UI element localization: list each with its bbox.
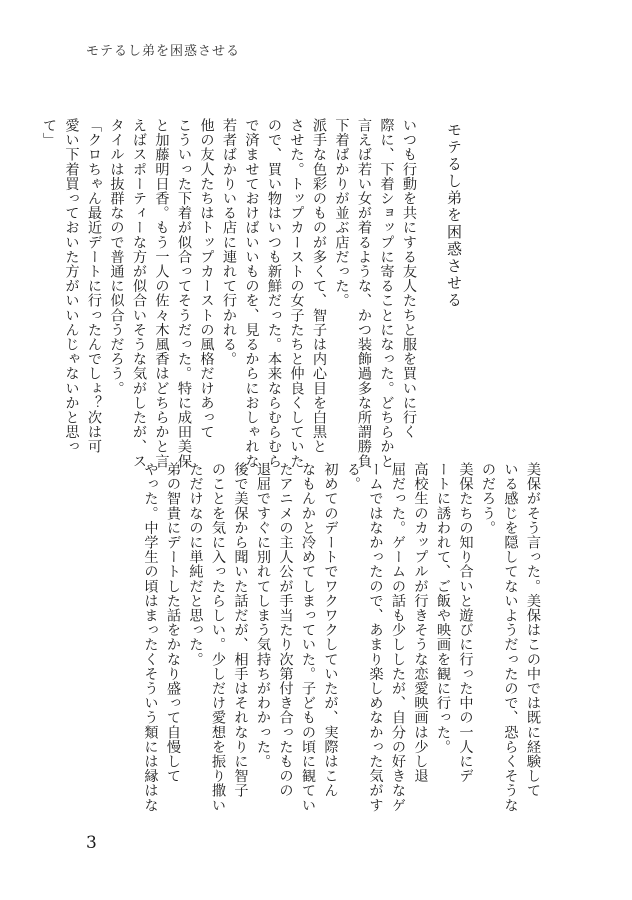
text-line: 派手な色彩のものが多くて、智子は内心目を白黒と — [311, 118, 327, 454]
text-line: 他の友人たちはトップカーストの風格だけあって — [198, 118, 215, 440]
text-line: えばスポーティーな方が似合いそうな気がしたが、ス — [131, 118, 147, 469]
body-text-upper — [41, 118, 420, 469]
text-line: 言えば若い女が着るような、かつ装飾過多な所謂勝負 — [356, 118, 372, 469]
text-line: させた。トップカーストの女子たちと仲良くしていた — [288, 118, 305, 469]
text-line: のだろう。 — [480, 462, 496, 535]
body-text-lower — [120, 462, 544, 813]
text-line: ただけなのに単純だと思った。 — [187, 462, 204, 667]
text-line: 若者ばかりいる店に連れて行かれる。 — [221, 118, 237, 367]
text-line: て」 — [41, 118, 57, 148]
text-line: 初めてのデートでワクワクしていたが、実際はこん — [322, 462, 339, 798]
text-line: のことを気に入ったらしい。少しだけ愛想を振り撒い — [210, 462, 226, 813]
running-head: モテるし弟を困惑させる — [86, 44, 241, 59]
text-line: 美保がそう言った。美保はこの中では既に経験して — [525, 462, 541, 798]
text-line: やった。中学生の頃はまったくそういう類には縁はな — [142, 462, 159, 813]
text-line: いつも行動を共にする友人たちと服を買いに行く — [401, 118, 417, 440]
text-line: ートに誘われて、ご飯や映画を観に行った。 — [435, 462, 451, 754]
text-line: ので、買い物はいつも新鮮だった。本来ならむらむら — [266, 118, 282, 469]
text-line: 愛い下着買っておいた方がいいんじゃないかと思っ — [63, 118, 80, 454]
text-line: 後で美保から聞いた話だが、相手はそれなりに智子 — [232, 462, 249, 798]
text-line: と加藤明日香。もう一人の佐々木風香はどちらかと言 — [153, 118, 170, 469]
text-line: 美保たちの知り合いと遊びに行った中の一人にデ — [457, 462, 474, 784]
text-line: 退屈ですぐに別れてしまう気持ちがわかった。 — [255, 462, 271, 769]
text-line: タイルは抜群なので普通に似合うだろう。 — [108, 118, 125, 396]
text-line: 際に、下着ショップに寄ることになった。どちらかと — [378, 118, 395, 469]
text-line: 屈だった。ゲームの話も少ししたが、自分の好きなゲ — [390, 462, 406, 813]
chapter-title: モテるし弟を困惑させる — [445, 122, 463, 309]
text-line: 「クロちゃん最近デートに行ったんでしょ？次は可 — [86, 118, 102, 454]
text-line: ームではなかったので、あまり楽しめなかった気がす — [367, 462, 384, 813]
text-line: たアニメの主人公が手当たり次第付き合ったものの — [277, 462, 294, 798]
text-line: 弟の智貴にデートした話をかなり盛って自慢して — [165, 462, 181, 784]
text-line: なもんかと冷めてしまっていた。子どもの頃に観てい — [300, 462, 316, 813]
text-line: 高校生のカップルが行きそうな恋愛映画は少し退 — [412, 462, 429, 784]
text-line: こういった下着が似合ってそうだった。特に成田美保 — [176, 118, 192, 469]
page-number: 3 — [86, 833, 97, 853]
text-line: いる感じを隠してないようだったので、恐らくそうな — [502, 462, 519, 813]
text-line: 下着ばかりが並ぶ店だった。 — [333, 118, 350, 308]
text-line: で済ませておけばいいものを、見るからにおしゃれな — [243, 118, 260, 469]
text-line: る。 — [345, 462, 361, 492]
